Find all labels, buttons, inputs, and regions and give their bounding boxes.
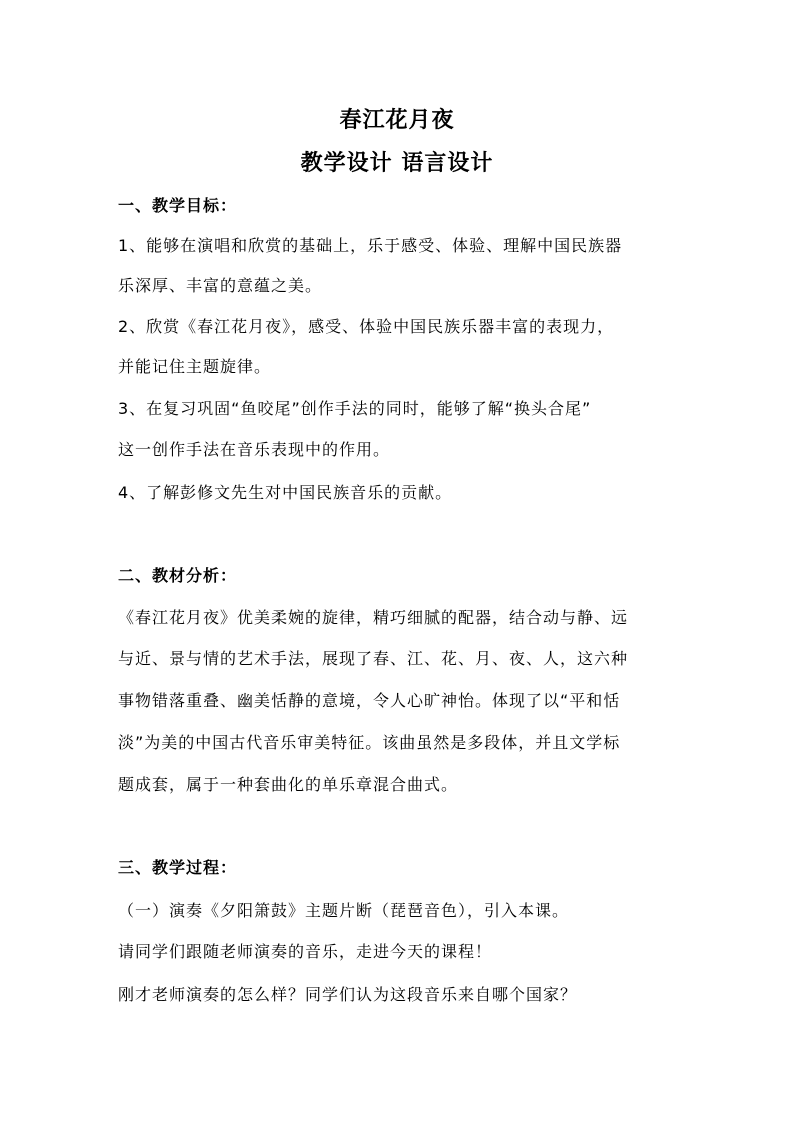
paragraph-line: 并能记住主题旋律。	[118, 357, 272, 376]
paragraph-line: 1、能够在演唱和欣赏的基础上，乐于感受、体验、理解中国民族器	[118, 236, 623, 255]
page-subtitle: 教学设计 语言设计	[300, 151, 494, 176]
paragraph-line: 3、在复习巩固“鱼咬尾”创作手法的同时，能够了解“换头合尾”	[118, 399, 592, 418]
paragraph-line: 2、欣赏《春江花月夜》，感受、体验中国民族乐器丰富的表现力，	[118, 317, 615, 336]
section-heading-objectives: 一、教学目标：	[118, 196, 238, 215]
paragraph-line: 题成套，属于一种套曲化的单乐章混合曲式。	[118, 775, 459, 794]
paragraph-line: 4、了解彭修文先生对中国民族音乐的贡献。	[118, 483, 453, 502]
paragraph-line: 这一创作手法在音乐表现中的作用。	[118, 440, 391, 459]
paragraph-line: 事物错落重叠、幽美恬静的意境，令人心旷神怡。体现了以“平和恬	[118, 691, 621, 710]
paragraph-line: 请同学们跟随老师演奏的音乐，走进今天的课程！	[118, 942, 493, 961]
paragraph-line: （一）演奏《夕阳箫鼓》主题片断（琵琶音色），引入本课。	[118, 901, 570, 920]
page-title: 春江花月夜	[339, 108, 455, 133]
paragraph-line: 乐深厚、丰富的意蕴之美。	[118, 276, 323, 295]
section-heading-process: 三、教学过程：	[118, 858, 238, 877]
paragraph-line: 刚才老师演奏的怎么样？同学们认为这段音乐来自哪个国家？	[118, 985, 578, 1004]
paragraph-line: 与近、景与情的艺术手法，展现了春、江、花、月、夜、人，这六种	[118, 649, 629, 668]
section-heading-analysis: 二、教材分析：	[118, 566, 238, 585]
paragraph-line: 《春江花月夜》优美柔婉的旋律，精巧细腻的配器，结合动与静、远	[118, 608, 629, 627]
paragraph-line: 淡”为美的中国古代音乐审美特征。该曲虽然是多段体，并且文学标	[118, 733, 621, 752]
